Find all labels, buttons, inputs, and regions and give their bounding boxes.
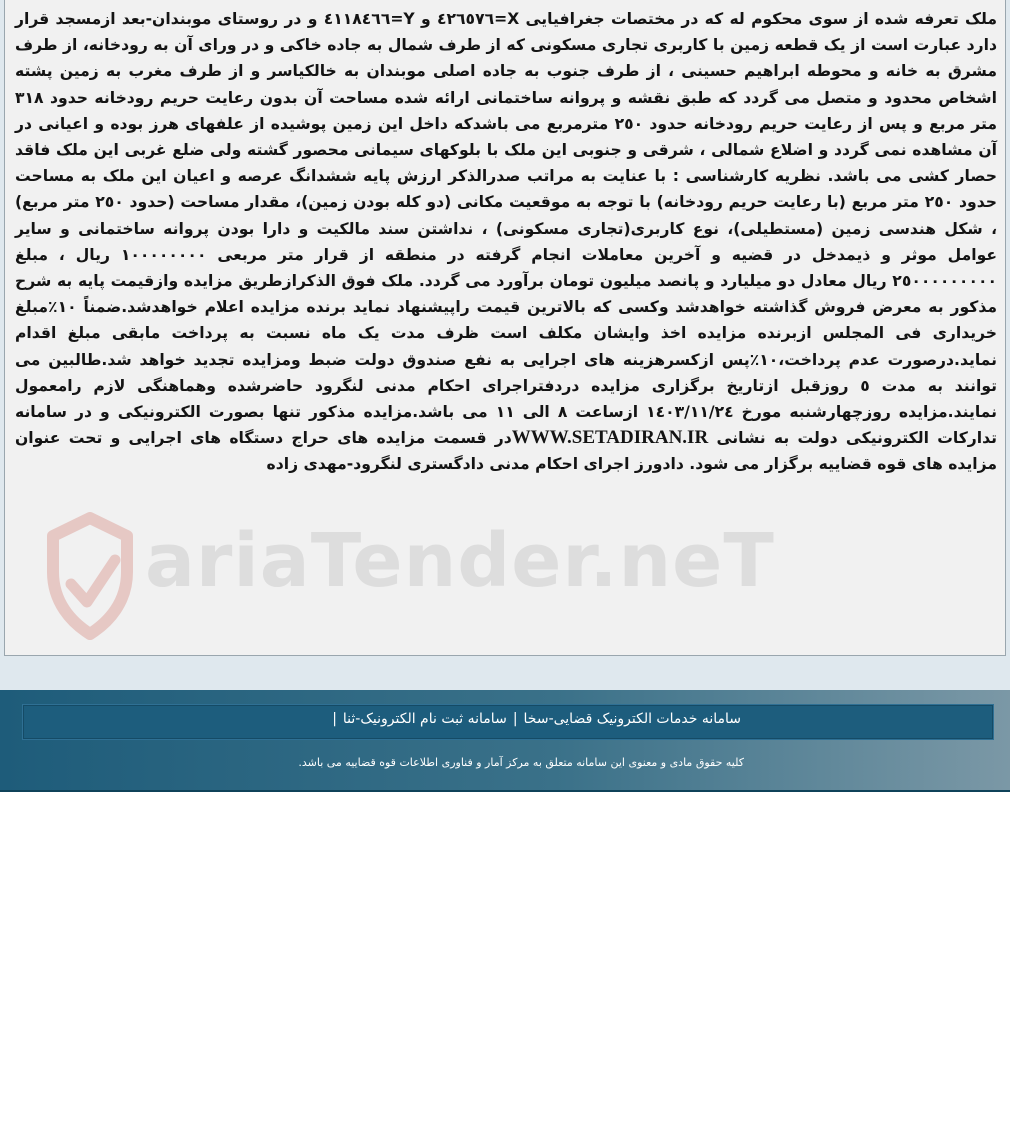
setadiran-url: WWW.SETADIRAN.IR	[511, 427, 709, 449]
footer-links-bar	[22, 704, 994, 740]
notice-paragraph: ملک تعرفه شده از سوی محکوم له که در مختصات جغرافیایی X=٤٢٦٥٧٦ و Y=٤١١٨٤٦٦ و در روستای موبندان-بعد ازمسجد قرار دارد عبارت است از یک قطعه زمین با کاربری تجاری مسکونی که از طرف شمال به جاده خاکی و در ورای آن به رودخانه، از طرف مشرق به خانه و محوطه ابراهیم حسینی ، از طرف جنوب به جاده اصلی موبندان به خالکیاسر و از طرف مغرب به زمین پشته اشخاص محدود و متصل می گردد که طبق نقشه و پروانه ساختمانی ارائه شده مساحت آن بدون رعایت حریم رودخانه حدود ٣١٨ متر مربع و پس از رعایت حریم رودخانه حدود ٢٥٠ مترمربع می باشدکه داخل این زمین پوشیده از علفهای هرز بوده و اعیانی در آن مشاهده نمی گردد و اضلاع شمالی ، شرقی و جنوبی این ملک با بلوکهای سیمانی محصور گشته ولی ضلع غربی این ملک فاقد حصار کشی می باشد. نظریه کارشناسی : با عنایت به مراتب صدرالذکر ارزش پایه ششدانگ عرصه و اعیان این ملک به مساحت حدود ٢٥٠ متر مربع (با رعایت حریم رودخانه) با توجه به موقعیت مکانی (دو کله بودن زمین)، مقدار مساحت (حدود ٢٥٠ متر مربع) ، شکل هندسی زمین (مستطیلی)، نوع کاربری(تجاری مسکونی) ، نداشتن سند مالکیت و دارا بودن پروانه ساختمانی و سایر عوامل موثر و ذیمدخل در قضیه و آخرین معاملات انجام گرفته در منطقه از قرار متر مربعی ١٠٠٠٠٠٠٠٠ ریال ، مبلغ ٢٥٠٠٠٠٠٠٠٠٠ ریال معادل دو میلیارد و پانصد میلیون تومان برآورد می گردد. ملک فوق الذکرازطریق مزایده وازقیمت پایه به شرح مذکور به معرض فروش گذاشته خواهدشد وکسی که بالاترین قیمت راپیشنهاد نماید برنده مزایده اعلام خواهدشد.ضمناً ١٠٪مبلغ خریداری فی المجلس ازبرنده مزایده اخذ وایشان مکلف است ظرف مدت یک ماه نسبت به پرداخت مابقی مبلغ اقدام نماید.درصورت عدم پرداخت،١٠٪پس ازکسرهزینه های اجرایی به نفع صندوق دولت ضبط ومزایده تجدید خواهد شد.طالبین می توانند به مدت ٥ روزقبل ازتاریخ برگزاری مزایده دردفتراجرای احکام مدنی لنگرود حاضرشده وهماهنگی لازم رامعمول نمایند.مزایده روزچهارشنبه مورخ ١٤٠٣/١١/٢٤ ازساعت ٨ الی ١١ می باشد.مزایده مذکور تنها بصورت الکترونیکی و در سامانه تدارکات الکترونیکی دولت به نشانی	[15, 10, 998, 448]
footer-links	[326, 711, 741, 727]
notice-paragraph-end: در قسمت مزایده های حراج دستگاه های اجرایی و تحت عنوان مزایده های قوه قضاییه برگزار می شود. دادورز اجرای احکام مدنی دادگستری لنگرود-مهدی زاده	[15, 429, 997, 474]
watermark-logo-icon	[45, 510, 135, 640]
watermark	[45, 510, 775, 640]
site-footer	[0, 690, 1010, 792]
sakha-link[interactable]: سامانه خدمات الکترونیک قضایی-سخا	[523, 711, 741, 727]
footer-separator-end: |	[332, 711, 337, 727]
watermark-text: ariaTender.neT	[145, 518, 775, 604]
footer-separator: |	[512, 711, 518, 727]
sana-link[interactable]: سامانه ثبت نام الکترونیک-ثنا	[342, 711, 507, 727]
copyright-text: کلیه حقوق مادی و معنوی این سامانه متعلق به مرکز آمار و فناوری اطلاعات قوه قضاییه می باشد.	[298, 756, 744, 769]
auction-notice-text	[15, 6, 997, 478]
notice-panel	[4, 0, 1006, 656]
